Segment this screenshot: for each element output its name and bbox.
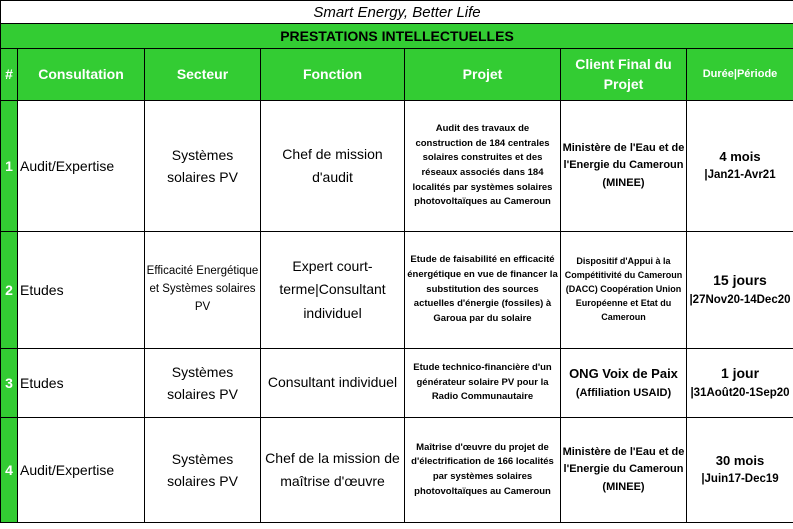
duree-period: |31Août20-1Sep20	[690, 386, 790, 399]
header-projet: Projet	[405, 49, 561, 101]
row-secteur: Systèmes solaires PV	[145, 349, 261, 418]
duree-value: 15 jours	[713, 272, 767, 289]
header-secteur: Secteur	[145, 49, 261, 101]
row-projet: Audit des travaux de construction de 184 centrales solaires construites et des réseaux associés dans 184 localités par systèmes solaires photovoltaïques au Cameroun	[405, 101, 561, 232]
header-duree: Durée|Période	[687, 49, 793, 101]
row-secteur: Systèmes solaires PV	[145, 418, 261, 523]
row-client: Dispositif d'Appui à la Compétitivité du Cameroun (DACC) Coopération Union Européenne et Etat du Cameroun	[561, 232, 687, 349]
row-fonction: Chef de la mission de maîtrise d'œuvre	[261, 418, 405, 523]
header-num: #	[1, 49, 18, 101]
row-duree	[687, 418, 793, 523]
duree-period: |27Nov20-14Dec20	[689, 293, 791, 306]
row-projet: Etude technico-financière d'un générateur solaire PV pour la Radio Communautaire	[405, 349, 561, 418]
header-row	[1, 49, 793, 101]
duree-value: 30 mois	[715, 453, 765, 469]
row-fonction: Consultant individuel	[261, 349, 405, 418]
table-row	[1, 349, 793, 418]
row-secteur: Systèmes solaires PV	[145, 101, 261, 232]
header-fonction: Fonction	[261, 49, 405, 101]
duree-period: |Jan21-Avr21	[704, 169, 776, 182]
row-number: 3	[1, 349, 18, 418]
row-projet: Maîtrise d'œuvre du projet de d'électrification de 166 localités par systèmes solaires photovoltaïques au Cameroun	[405, 418, 561, 523]
section-title: PRESTATIONS INTELLECTUELLES	[1, 24, 793, 49]
row-number: 4	[1, 418, 18, 523]
client-name: ONG Voix de Paix	[569, 366, 678, 382]
section-row	[1, 24, 793, 49]
header-client: Client Final du Projet	[561, 49, 687, 101]
row-duree	[687, 232, 793, 349]
duree-value: 4 mois	[719, 149, 761, 165]
row-client: Ministère de l'Eau et de l'Energie du Cameroun (MINEE)	[561, 418, 687, 523]
row-consultation: Audit/Expertise	[18, 418, 145, 523]
header-consultation: Consultation	[18, 49, 145, 101]
row-client: Ministère de l'Eau et de l'Energie du Cameroun (MINEE)	[561, 101, 687, 232]
row-number: 2	[1, 232, 18, 349]
duree-value: 1 jour	[720, 365, 760, 382]
row-client	[561, 349, 687, 418]
row-duree	[687, 349, 793, 418]
client-affiliation: (Affiliation USAID)	[575, 386, 672, 399]
slogan-row	[1, 1, 793, 24]
row-consultation: Etudes	[18, 232, 145, 349]
row-projet: Etude de faisabilité en efficacité énergétique en vue de financer la substitution des sources actuelles d'énergie (fossiles) à Garoua par du solaire	[405, 232, 561, 349]
duree-period: |Juin17-Dec19	[701, 473, 779, 486]
row-duree	[687, 101, 793, 232]
row-consultation: Audit/Expertise	[18, 101, 145, 232]
slogan: Smart Energy, Better Life	[1, 1, 793, 24]
table-row	[1, 418, 793, 523]
table-row	[1, 101, 793, 232]
row-secteur: Efficacité Energétique et Systèmes solaires PV	[145, 232, 261, 349]
table-row	[1, 232, 793, 349]
row-fonction: Expert court-terme|Consultant individuel	[261, 232, 405, 349]
row-number: 1	[1, 101, 18, 232]
row-fonction: Chef de mission d'audit	[261, 101, 405, 232]
row-consultation: Etudes	[18, 349, 145, 418]
